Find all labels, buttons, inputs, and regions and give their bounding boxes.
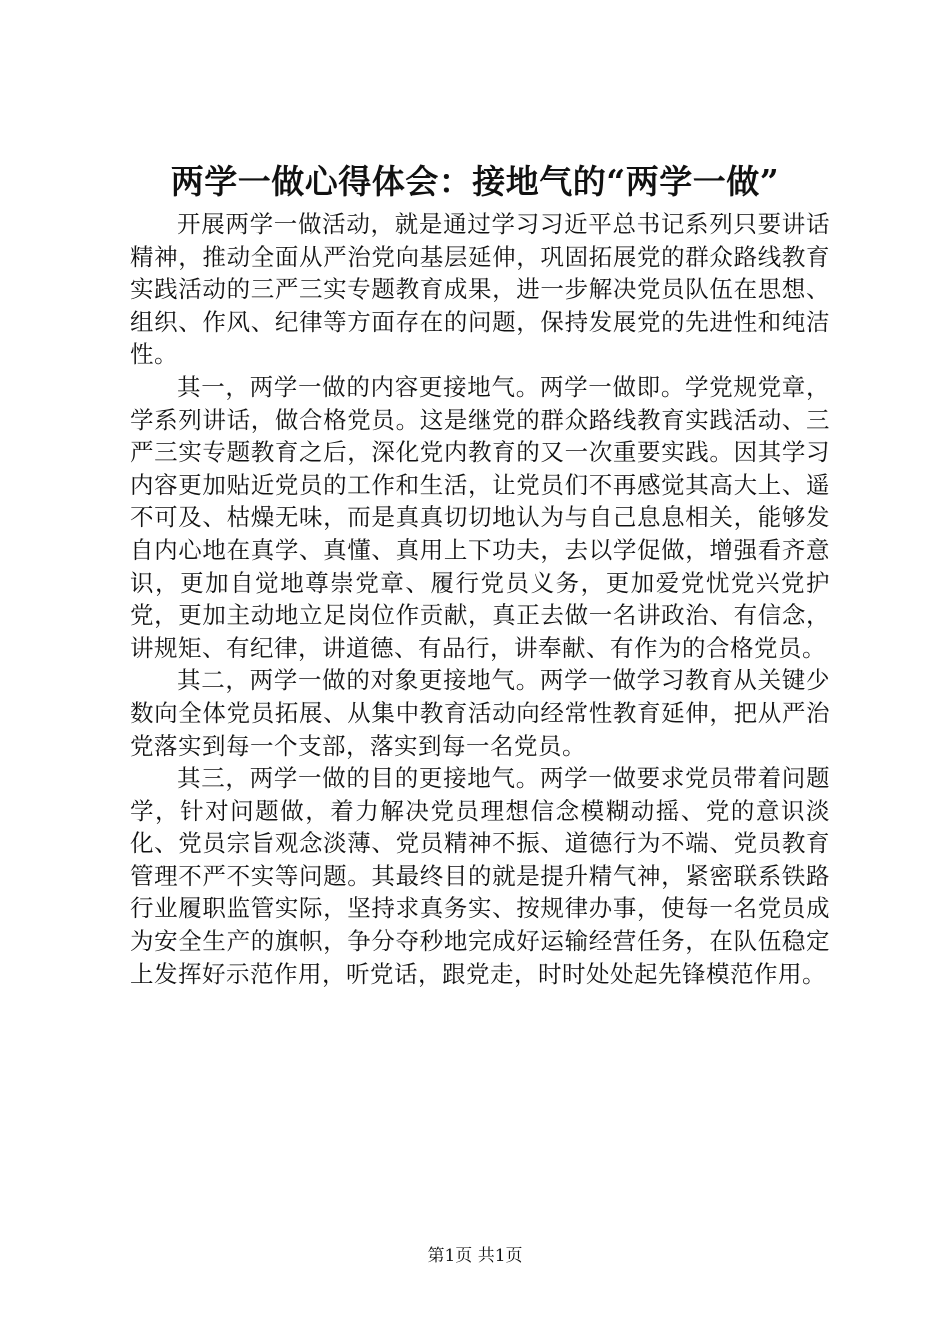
paragraph-point-one: 其一，两学一做的内容更接地气。两学一做即。学党规党章，学系列讲话，做合格党员。这是继党的群众路线教育实践活动、三严三实专题教育之后，深化党内教育的又一次重要实践。因其学习内容更加贴近党员的工作和生活，让党员们不再感觉其高大上、遥不可及、枯燥无味，而是真真切切地认为与自己息息相关，能够发自内心地在真学、真懂、真用上下功夫，去以学促做，增强看齐意识，更加自觉地尊崇党章、履行党员义务，更加爱党忧党兴党护党，更加主动地立足岗位作贡献，真正去做一名讲政治、有信念，讲规矩、有纪律，讲道德、有品行，讲奉献、有作为的合格党员。 (130, 372, 830, 662)
page-footer: 第1页 共1页 (427, 1246, 523, 1266)
paragraph-intro: 开展两学一做活动，就是通过学习习近平总书记系列只要讲话精神，推动全面从严治党向基层延伸，巩固拓展党的群众路线教育实践活动的三严三实专题教育成果，进一步解决党员队伍在思想、组织、作风、纪律等方面存在的问题，保持发展党的先进性和纯洁性。 (130, 210, 830, 369)
document-body (130, 208, 830, 990)
document-title: 两学一做心得体会：接地气的“两学一做” (170, 162, 780, 201)
paragraph-point-two: 其二，两学一做的对象更接地气。两学一做学习教育从关键少数向全体党员拓展、从集中教育活动向经常性教育延伸，把从严治党落实到每一个支部，落实到每一名党员。 (130, 666, 830, 760)
paragraph-point-three: 其三，两学一做的目的更接地气。两学一做要求党员带着问题学，针对问题做，着力解决党员理想信念模糊动摇、党的意识淡化、党员宗旨观念淡薄、党员精神不振、道德行为不端、党员教育管理不严不实等问题。其最终目的就是提升精气神，紧密联系铁路行业履职监管实际，坚持求真务实、按规律办事，使每一名党员成为安全生产的旗帜，争分夺秒地完成好运输经营任务，在队伍稳定上发挥好示范作用，听党话，跟党走，时时处处起先锋模范作用。 (130, 764, 830, 988)
